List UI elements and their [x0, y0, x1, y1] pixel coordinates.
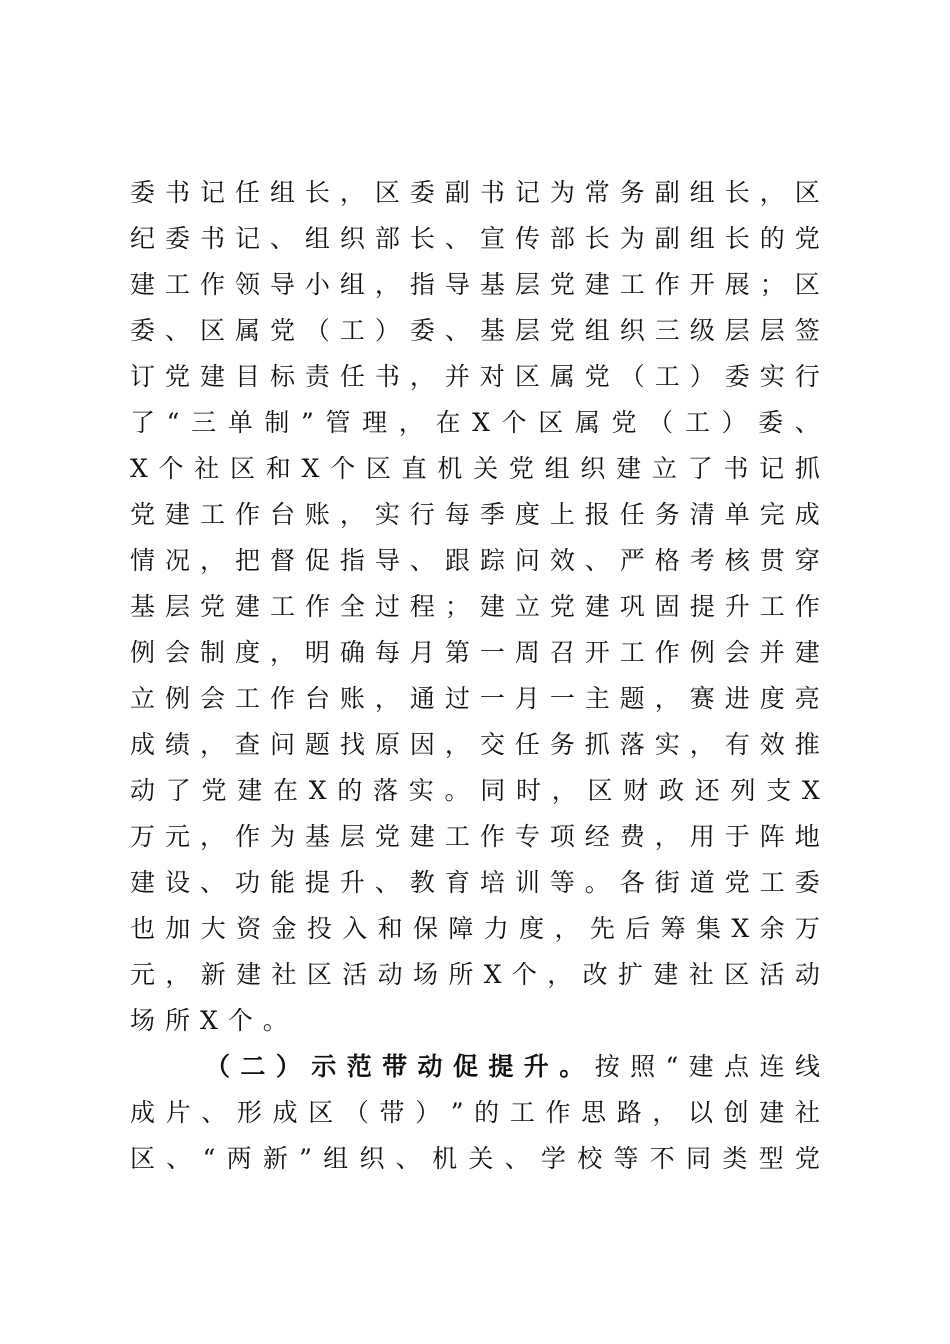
- paragraph-line: 万 元 ， 作 为 基 层 党 建 工 作 专 项 经 费 ， 用 于 阵 地: [130, 822, 820, 851]
- paragraph-line: 建 设 、 功 能 提 升 、 教 育 培 训 等 。 各 街 道 党 工 委: [130, 868, 820, 897]
- paragraph-line: 情 况 ， 把 督 促 指 导 、 跟 踪 问 效 、 严 格 考 核 贯 穿: [130, 546, 820, 575]
- paragraph-line: 基 层 党 建 工 作 全 过 程 ； 建 立 党 建 巩 固 提 升 工 作: [130, 592, 820, 621]
- paragraph-line: 场所X个。: [130, 1006, 298, 1035]
- paragraph-line: 委 、 区 属 党 （ 工 ） 委 、 基 层 党 组 织 三 级 层 层 签: [130, 316, 820, 345]
- paragraph-line: 例 会 制 度 ， 明 确 每 月 第 一 周 召 开 工 作 例 会 并 建: [130, 638, 820, 667]
- paragraph-line: 动 了 党 建 在 X 的 落 实 。 同 时 ， 区 财 政 还 列 支 X: [130, 776, 820, 805]
- paragraph-line: 区 、 “ 两 新 ” 组 织 、 机 关 、 学 校 等 不 同 类 型 党: [130, 1144, 820, 1173]
- paragraph-line: 委 书 记 任 组 长 ， 区 委 副 书 记 为 常 务 副 组 长 ， 区: [130, 178, 820, 207]
- body-text: [130, 170, 820, 1182]
- paragraph-line: 也 加 大 资 金 投 入 和 保 障 力 度 ， 先 后 筹 集 X 余 万: [130, 914, 820, 943]
- paragraph-line: 元 ， 新 建 社 区 活 动 场 所 X 个 ， 改 扩 建 社 区 活 动: [130, 960, 820, 989]
- paragraph-line: 成 片 、 形 成 区 （ 带 ） ” 的 工 作 思 路 ， 以 创 建 社: [130, 1098, 820, 1127]
- paragraph-line: 成 绩 ， 查 问 题 找 原 因 ， 交 任 务 抓 落 实 ， 有 效 推: [130, 730, 820, 759]
- paragraph-line: 立 例 会 工 作 台 账 ， 通 过 一 月 一 主 题 ， 赛 进 度 亮: [130, 684, 820, 713]
- paragraph-line: 建 工 作 领 导 小 组 ， 指 导 基 层 党 建 工 作 开 展 ； 区: [130, 270, 820, 299]
- paragraph-line: 党 建 工 作 台 账 ， 实 行 每 季 度 上 报 任 务 清 单 完 成: [130, 500, 820, 529]
- paragraph-line: 订 党 建 目 标 责 任 书 ， 并 对 区 属 党 （ 工 ） 委 实 行: [130, 362, 820, 391]
- paragraph-line: X 个 社 区 和 X 个 区 直 机 关 党 组 织 建 立 了 书 记 抓: [130, 454, 820, 483]
- paragraph-line: 纪 委 书 记 、 组 织 部 长 、 宣 传 部 长 为 副 组 长 的 党: [130, 224, 820, 253]
- section-heading-line: （ 二 ） 示 范 带 动 促 提 升 。 按 照 “ 建 点 连 线: [205, 1052, 820, 1081]
- paragraph-line: 了 “ 三 单 制 ” 管 理 ， 在 X 个 区 属 党 （ 工 ） 委 、: [130, 408, 820, 437]
